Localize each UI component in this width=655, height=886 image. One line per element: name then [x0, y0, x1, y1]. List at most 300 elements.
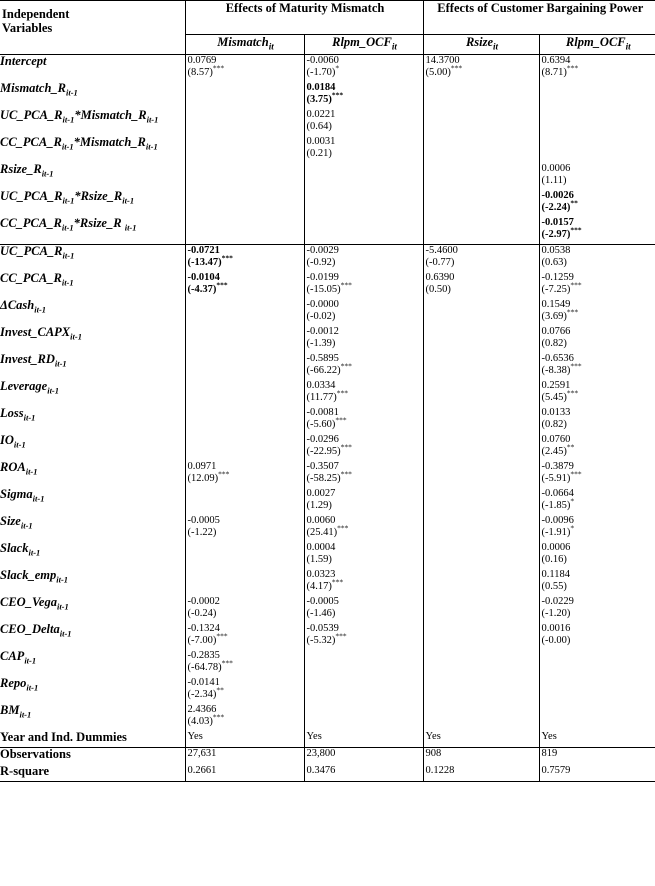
significance-stars: *** — [566, 388, 579, 397]
t-stat: (0.82) — [541, 418, 567, 430]
coefficient-cell — [539, 217, 655, 245]
coefficient-value: -0.0026 — [541, 189, 574, 201]
coefficient-cell — [185, 163, 304, 190]
coefficient-cell — [304, 190, 423, 217]
variable-base: IO — [0, 433, 14, 447]
table-row — [0, 109, 655, 136]
variable-name — [0, 272, 185, 299]
t-stat: (-1.85) — [541, 499, 571, 511]
significance-stars: *** — [566, 63, 579, 72]
significance-stars: ** — [566, 442, 575, 451]
variable-subscript: it-1 — [62, 114, 75, 124]
coefficient-cell — [304, 461, 423, 488]
t-stat-line — [187, 253, 304, 269]
t-stat-line — [542, 419, 655, 431]
variable-subscript: it-1 — [56, 574, 69, 584]
significance-stars: *** — [212, 63, 225, 72]
customer-bargaining-group-header: Effects of Customer Bargaining Power — [423, 1, 655, 35]
coefficient-value: 0.0971 — [187, 460, 217, 472]
coefficient-value: 0.1184 — [541, 568, 571, 580]
variable-name — [0, 542, 185, 569]
coefficient-cell — [185, 326, 304, 353]
coefficient-value: -0.0002 — [187, 595, 220, 607]
coefficient-cell — [304, 515, 423, 542]
footer-value: 0.3476 — [304, 765, 423, 782]
significance-stars: *** — [450, 63, 463, 72]
t-stat-line — [188, 527, 304, 539]
t-stat: (-0.02) — [306, 310, 336, 322]
significance-stars: *** — [335, 415, 347, 424]
footer-label: R-square — [0, 764, 50, 778]
t-stat-line — [306, 63, 423, 79]
t-stat: (12.09) — [187, 472, 219, 484]
maturity-mismatch-group-header: Effects of Maturity Mismatch — [185, 1, 423, 35]
coefficient-cell — [304, 136, 423, 163]
variable-name — [0, 244, 185, 272]
coefficient-value: 0.6394 — [541, 54, 571, 66]
variable-subscript: it-1 — [61, 277, 74, 287]
table-row — [0, 407, 655, 434]
t-stat: (-5.60) — [306, 418, 336, 430]
t-stat: (-66.22) — [306, 364, 341, 376]
table-row — [0, 434, 655, 461]
t-stat: (-15.05) — [306, 283, 341, 295]
coefficient-value: 0.6390 — [425, 271, 455, 283]
coefficient-cell — [304, 569, 423, 596]
t-stat-line — [187, 658, 304, 674]
t-stat-line — [542, 581, 655, 593]
t-stat-line — [542, 608, 655, 620]
coefficient-value: 0.0004 — [306, 541, 336, 553]
coefficient-value: -0.2835 — [187, 649, 220, 661]
significance-stars: *** — [570, 280, 582, 289]
significance-stars: *** — [331, 577, 344, 586]
variable-subscript: it-1 — [32, 493, 45, 503]
coefficient-value: 0.0766 — [541, 325, 571, 337]
variable-name — [0, 704, 185, 731]
t-stat: (-5.91) — [541, 472, 571, 484]
table-row — [0, 623, 655, 650]
significance-stars: *** — [340, 469, 352, 478]
coefficient-cell — [423, 569, 539, 596]
variable-name — [0, 109, 185, 136]
variable-base: ΔCash — [0, 298, 35, 312]
coefficient-value: -0.0141 — [187, 676, 220, 688]
column-header-3 — [423, 35, 539, 55]
coefficient-cell — [539, 190, 655, 217]
coefficient-cell — [423, 272, 539, 299]
coefficient-cell — [185, 623, 304, 650]
t-stat: (11.77) — [306, 391, 337, 403]
table-row — [0, 515, 655, 542]
coefficient-cell — [423, 704, 539, 731]
coefficient-cell — [185, 217, 304, 245]
t-stat-line — [541, 442, 655, 458]
coefficient-cell — [539, 54, 655, 82]
variable-subscript-2: it-1 — [146, 114, 159, 124]
t-stat: (-13.47) — [187, 256, 222, 268]
column-header-label: Mismatch — [217, 35, 269, 49]
coefficient-cell — [423, 542, 539, 569]
footer-value: 819 — [539, 748, 655, 765]
variable-subscript: it-1 — [41, 168, 54, 178]
coefficient-cell — [423, 299, 539, 326]
coefficient-cell — [185, 82, 304, 109]
variable-name — [0, 380, 185, 407]
t-stat: (4.03) — [187, 715, 213, 727]
variable-subscript: it-1 — [19, 709, 32, 719]
t-stat-line — [541, 198, 655, 214]
table-row — [0, 244, 655, 272]
coefficient-cell — [304, 650, 423, 677]
t-stat-line — [307, 311, 423, 323]
coefficient-cell — [423, 353, 539, 380]
t-stat-line — [307, 121, 423, 133]
variable-base: Leverage — [0, 379, 48, 393]
variable-name — [0, 488, 185, 515]
coefficient-value: 0.0760 — [541, 433, 571, 445]
t-stat: (-2.97) — [541, 228, 571, 240]
variable-subscript: it-1 — [61, 141, 74, 151]
coefficient-value: 0.0016 — [541, 622, 571, 634]
coefficient-cell — [539, 109, 655, 136]
coefficient-cell — [304, 623, 423, 650]
coefficient-cell — [539, 353, 655, 380]
t-stat-line — [542, 257, 655, 269]
variable-name — [0, 434, 185, 461]
coefficient-value: 0.0323 — [306, 568, 336, 580]
table-row — [0, 677, 655, 704]
footer-value: Yes — [539, 731, 655, 748]
coefficient-cell — [423, 217, 539, 245]
variable-subscript: it-1 — [56, 601, 69, 611]
coefficient-value: -0.0081 — [306, 406, 339, 418]
variable-name — [0, 569, 185, 596]
variable-subscript: it-1 — [24, 655, 37, 665]
table-row — [0, 380, 655, 407]
t-stat-line — [426, 284, 539, 296]
t-stat: (1.11) — [541, 174, 567, 186]
coefficient-cell — [185, 461, 304, 488]
t-stat-line — [306, 415, 423, 431]
column-header-1 — [185, 35, 304, 55]
coefficient-cell — [539, 326, 655, 353]
table-row — [0, 650, 655, 677]
table-row — [0, 704, 655, 731]
t-stat-line — [542, 175, 655, 187]
significance-stars: ** — [570, 198, 578, 207]
variable-name — [0, 299, 185, 326]
variable-base: CAP — [0, 649, 25, 663]
coefficient-cell — [539, 515, 655, 542]
observations-row — [0, 748, 655, 765]
t-stat: (-7.25) — [541, 283, 571, 295]
coefficient-value: -0.0012 — [306, 325, 339, 337]
variable-subscript: it-1 — [66, 87, 78, 97]
table-row — [0, 82, 655, 109]
coefficient-value: -0.0229 — [541, 595, 574, 607]
variable-base: CEO_Delta — [0, 622, 60, 636]
coefficient-cell — [304, 299, 423, 326]
coefficient-cell — [304, 217, 423, 245]
coefficient-cell — [304, 109, 423, 136]
coefficient-cell — [539, 244, 655, 272]
coefficient-cell — [304, 596, 423, 623]
significance-stars: *** — [216, 280, 228, 289]
variable-base: UC_PCA_R — [0, 189, 63, 203]
t-stat-line — [426, 257, 539, 269]
coefficient-cell — [423, 136, 539, 163]
significance-stars: *** — [216, 631, 228, 640]
coefficient-value: -0.3879 — [541, 460, 574, 472]
coefficient-cell — [304, 677, 423, 704]
coefficient-value: -0.0096 — [541, 514, 574, 526]
variable-base: Intercept — [0, 54, 47, 68]
t-stat-line — [542, 635, 655, 647]
footer-value: 0.2661 — [185, 765, 304, 782]
footer-label: Year and Ind. Dummies — [0, 730, 127, 744]
variable-base: Slack_emp — [0, 568, 57, 582]
t-stat-line — [307, 554, 423, 566]
coefficient-cell — [304, 380, 423, 407]
variable-base: Sigma — [0, 487, 33, 501]
variable-subscript: it-1 — [34, 304, 47, 314]
coefficient-value: -0.0029 — [306, 244, 339, 256]
footer-value: 27,631 — [185, 748, 304, 765]
coefficient-value: 0.1549 — [541, 298, 571, 310]
table-row — [0, 461, 655, 488]
coefficient-cell — [423, 109, 539, 136]
variable-name — [0, 461, 185, 488]
variable-base: CC_PCA_R — [0, 271, 62, 285]
t-stat: (1.29) — [306, 499, 332, 511]
t-stat: (-7.00) — [187, 634, 217, 646]
t-stat-line — [306, 90, 423, 106]
significance-stars: *** — [340, 280, 352, 289]
significance-stars: *** — [212, 712, 225, 721]
t-stat-line — [307, 257, 423, 269]
table-row — [0, 190, 655, 217]
variable-name — [0, 596, 185, 623]
t-stat: (-58.25) — [306, 472, 341, 484]
coefficient-cell — [423, 244, 539, 272]
coefficient-cell — [185, 190, 304, 217]
coefficient-cell — [185, 515, 304, 542]
coefficient-cell — [539, 163, 655, 190]
coefficient-value: 2.4366 — [187, 703, 217, 715]
coefficient-cell — [539, 623, 655, 650]
variable-subscript: it-1 — [28, 547, 41, 557]
t-stat-line — [306, 523, 423, 539]
coefficient-cell — [539, 434, 655, 461]
coefficient-cell — [539, 677, 655, 704]
coefficient-cell — [185, 380, 304, 407]
t-stat: (-1.91) — [541, 526, 571, 538]
t-stat: (0.50) — [425, 283, 451, 295]
coefficient-cell — [185, 677, 304, 704]
footer-value: Yes — [423, 731, 539, 748]
dummies-row — [0, 731, 655, 748]
coefficient-value: 0.0060 — [306, 514, 336, 526]
coefficient-value: -0.0005 — [306, 595, 339, 607]
independent-variables-header: Independent Variables — [2, 7, 70, 35]
coefficient-cell — [185, 244, 304, 272]
coefficient-cell — [185, 569, 304, 596]
coefficient-value: -0.5895 — [306, 352, 339, 364]
t-stat-line — [306, 361, 423, 377]
footer-value: 0.7579 — [539, 765, 655, 782]
t-stat: (-1.46) — [306, 607, 336, 619]
table-row — [0, 488, 655, 515]
coefficient-cell — [185, 407, 304, 434]
t-stat: (-1.70) — [306, 66, 336, 78]
significance-stars: *** — [336, 388, 348, 397]
t-stat: (1.59) — [306, 553, 332, 565]
column-header-subscript: it — [268, 41, 274, 52]
coefficient-cell — [423, 461, 539, 488]
variable-name — [0, 163, 185, 190]
column-header-subscript: it — [625, 41, 631, 52]
significance-stars: *** — [340, 442, 352, 451]
variable-name — [0, 217, 185, 245]
significance-stars: * — [335, 63, 340, 72]
coefficient-cell — [423, 596, 539, 623]
coefficient-value: -0.0000 — [306, 298, 339, 310]
significance-stars: *** — [570, 361, 582, 370]
coefficient-value: 0.0334 — [306, 379, 336, 391]
variable-subscript: it-1 — [70, 331, 82, 341]
coefficient-cell — [539, 299, 655, 326]
table-row — [0, 217, 655, 245]
t-stat: (4.17) — [306, 580, 332, 592]
t-stat-line — [307, 338, 423, 350]
t-stat: (-1.39) — [306, 337, 336, 349]
coefficient-cell — [423, 380, 539, 407]
variable-subscript-2: it-1 — [145, 141, 158, 151]
significance-stars: *** — [337, 523, 349, 532]
coefficient-value: 0.0031 — [306, 135, 336, 147]
coefficient-cell — [423, 82, 539, 109]
variable-subscript: it-1 — [23, 412, 36, 422]
coefficient-cell — [185, 353, 304, 380]
coefficient-cell — [423, 54, 539, 82]
coefficient-value: -0.6536 — [541, 352, 574, 364]
footer-value: 0.1228 — [423, 765, 539, 782]
variable-interaction: *Mismatch_R — [74, 108, 147, 122]
significance-stars: *** — [566, 307, 579, 316]
column-header-label: Rsize — [465, 35, 494, 49]
variable-base: Invest_CAPX — [0, 325, 71, 339]
coefficient-cell — [304, 163, 423, 190]
variable-subscript: it-1 — [26, 682, 39, 692]
t-stat: (2.45) — [541, 445, 567, 457]
coefficient-value: -0.1324 — [187, 622, 220, 634]
variable-base: Loss — [0, 406, 24, 420]
coefficient-cell — [539, 380, 655, 407]
coefficient-cell — [304, 542, 423, 569]
coefficient-cell — [539, 407, 655, 434]
significance-stars: *** — [218, 469, 230, 478]
coefficient-cell — [539, 488, 655, 515]
t-stat-line — [541, 280, 655, 296]
variable-subscript: it-1 — [47, 385, 60, 395]
t-stat: (5.45) — [541, 391, 567, 403]
variable-base: ROA — [0, 460, 26, 474]
coefficient-value: -0.0664 — [541, 487, 574, 499]
significance-stars: * — [570, 496, 575, 505]
t-stat-line — [187, 712, 304, 728]
coefficient-value: -0.0157 — [541, 216, 574, 228]
coefficient-value: 0.0027 — [306, 487, 336, 499]
table-body — [0, 54, 655, 782]
significance-stars: *** — [570, 469, 582, 478]
t-stat-line — [306, 577, 423, 593]
variable-subscript: it-1 — [62, 250, 75, 260]
coefficient-value: 0.0769 — [187, 54, 217, 66]
t-stat: (0.16) — [541, 553, 567, 565]
t-stat-line — [187, 280, 304, 296]
coefficient-cell — [423, 623, 539, 650]
coefficient-cell — [185, 596, 304, 623]
variable-base: BM — [0, 703, 20, 717]
variable-name — [0, 353, 185, 380]
rsquare-row — [0, 765, 655, 782]
variable-name — [0, 623, 185, 650]
t-stat: (-0.00) — [541, 634, 571, 646]
coefficient-cell — [304, 326, 423, 353]
variable-name — [0, 82, 185, 109]
t-stat-line — [306, 442, 423, 458]
t-stat-line — [306, 469, 423, 485]
coefficient-cell — [304, 272, 423, 299]
t-stat-line — [541, 469, 655, 485]
variable-name — [0, 190, 185, 217]
coefficient-cell — [423, 190, 539, 217]
table-row — [0, 596, 655, 623]
coefficient-cell — [539, 272, 655, 299]
variable-subscript: it-1 — [54, 358, 67, 368]
t-stat-line — [187, 63, 304, 79]
t-stat: (0.63) — [541, 256, 567, 268]
variable-interaction: *Mismatch_R — [73, 135, 146, 149]
variable-base: Size — [0, 514, 21, 528]
coefficient-cell — [185, 299, 304, 326]
coefficient-cell — [185, 488, 304, 515]
t-stat: (-4.37) — [187, 283, 217, 295]
t-stat: (3.69) — [541, 310, 567, 322]
significance-stars: *** — [340, 361, 352, 370]
table-row — [0, 163, 655, 190]
significance-stars: *** — [570, 225, 582, 234]
coefficient-cell — [185, 542, 304, 569]
column-header-4 — [539, 35, 655, 55]
t-stat-line — [541, 361, 655, 377]
coefficient-cell — [304, 704, 423, 731]
t-stat-line — [307, 608, 423, 620]
coefficient-cell — [304, 353, 423, 380]
coefficient-cell — [539, 650, 655, 677]
variable-subscript-2: it-1 — [122, 195, 135, 205]
footer-value: Yes — [304, 731, 423, 748]
variable-subscript: it-1 — [20, 520, 33, 530]
coefficient-cell — [304, 407, 423, 434]
coefficient-cell — [304, 434, 423, 461]
t-stat-line — [188, 608, 304, 620]
t-stat-line — [541, 63, 655, 79]
footer-value: Yes — [185, 731, 304, 748]
t-stat: (-5.32) — [306, 634, 336, 646]
variable-subscript: it-1 — [62, 195, 75, 205]
